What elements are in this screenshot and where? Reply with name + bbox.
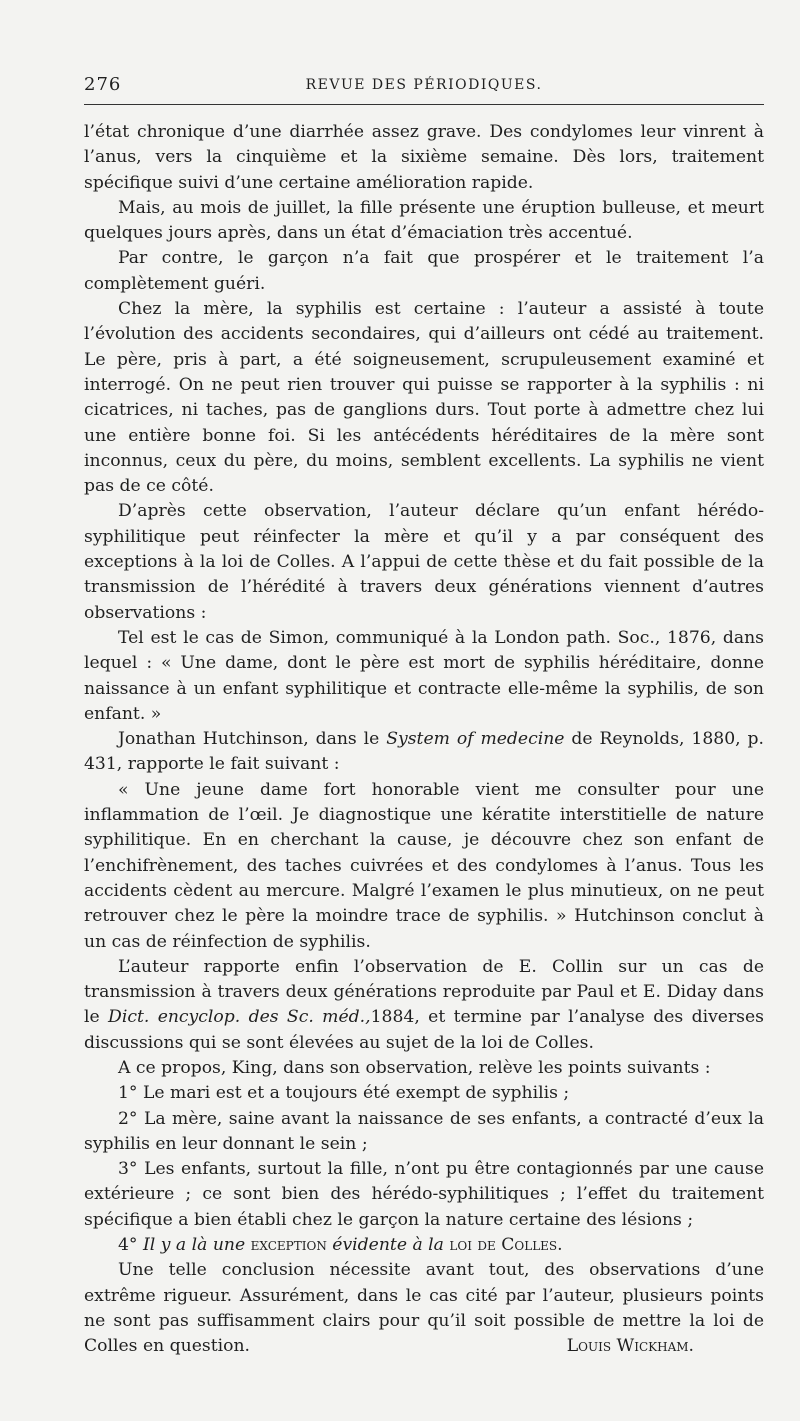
paragraph: A ce propos, King, dans son observation, relève les points suivants : (118, 1057, 711, 1078)
book-title: System of medecine (386, 729, 565, 750)
article-body (84, 120, 764, 1360)
list-item: 2° La mère, saine avant la naissance de ses enfants, a contracté d’eux la syphilis en leur donnant le sein ; (84, 1108, 764, 1154)
paragraph (84, 727, 764, 778)
header-rule (84, 104, 764, 105)
author-signature: Louis Wickham. (566, 1336, 694, 1357)
text-run: exception (250, 1235, 327, 1256)
list-item: 3° Les enfants, surtout la fille, n’ont pu être contagionnés par une cause extérieure ; ce sont bien des hérédo-syphilitiques ; l’effet du traitement spécifique a bien établi chez le garçon la nature certaine des lésions ; (84, 1159, 764, 1230)
text-run: Une telle conclusion nécessite avant tout, des observations d’une extrême rigueur. Assurément, dans le cas cité par l’auteur, plusieurs points ne sont pas suffisamment clairs pour qu’il soit possible de mettre la loi de Colles en question. (84, 1260, 764, 1357)
paragraph (84, 1258, 764, 1359)
text-run: loi de Colles. (449, 1235, 563, 1256)
book-title: Dict. encyclop. des Sc. méd., (108, 1007, 371, 1028)
list-item: 1° Le mari est et a toujours été exempt de syphilis ; (118, 1083, 570, 1104)
page-number: 276 (84, 74, 122, 95)
paragraph: Tel est le cas de Simon, communiqué à la London path. Soc., 1876, dans lequel : « Une dame, dont le père est mort de syphilis héréditaire, donne naissance à un enfant syphilitique et contracte elle-même la syphilis, de son enfant. » (84, 627, 764, 724)
text-run: L’auteur rapporte enfin l’observation de E. Collin sur un cas de transmission à travers deux générations reproduite par Paul et E. Diday dans le (84, 956, 764, 1028)
paragraph: l’état chronique d’une diarrhée assez grave. Des condylomes leur vinrent à l’anus, vers la cinquième et la sixième semaine. Dès lors, traitement spécifique suivi d’une certaine amélioration rapide. (84, 122, 764, 193)
paragraph (84, 955, 764, 1056)
text-run: 1884, et termine par l’analyse des diverses discussions qui se sont élevées au sujet de la loi de Colles. (84, 1007, 764, 1053)
page-header (84, 74, 764, 104)
paragraph: D’après cette observation, l’auteur déclare qu’un enfant hérédo-syphilitique peut réinfecter la mère et qu’il y a par conséquent des exceptions à la loi de Colles. A l’appui de cette thèse et du fait possible de la transmission de l’hérédité à travers deux générations viennent d’autres observations : (84, 501, 764, 623)
paragraph: Mais, au mois de juillet, la fille présente une éruption bulleuse, et meurt quelques jours après, dans un état d’émaciation très accentué. (84, 197, 764, 244)
paragraph: Par contre, le garçon n’a fait que prospérer et le traitement l’a complètement guéri. (84, 248, 764, 294)
paragraph: « Une jeune dame fort honorable vient me consulter pour une inflammation de l’œil. Je diagnostique une kératite interstitielle de nature syphilitique. En en cherchant la cause, je découvre chez son enfant de l’enchifrènement, des taches cuivrées et des condylomes à l’anus. Tous les accidents cèdent au mercure. Malgré l’examen le plus minutieux, on ne peut retrouver chez le père la moindre trace de syphilis. » Hutchinson conclut à un cas de réinfection de syphilis. (84, 779, 764, 952)
text-run: de Reynolds, 1880, p. 431, rapporte le fait suivant : (84, 729, 765, 775)
text-run: Jonathan Hutchinson, dans le (118, 729, 380, 750)
running-title: REVUE DES PÉRIODIQUES. (305, 77, 543, 93)
text-run: Il y a là une (143, 1235, 246, 1256)
list-item (84, 1233, 764, 1258)
text-run: 4° (118, 1235, 138, 1256)
paragraph: Chez la mère, la syphilis est certaine : l’auteur a assisté à toute l’évolution des accidents secondaires, qui d’ailleurs ont cédé au traitement. Le père, pris à part, a été soigneusement, scrupuleusement examiné et interrogé. On ne peut rien trouver qui puisse se rapporter à la syphilis : ni cicatrices, ni taches, pas de ganglions durs. Tout porte à admettre chez lui une entière bonne foi. Si les antécédents héréditaires de la mère sont inconnus, ceux du père, du moins, semblent excellents. La syphilis ne vient pas de ce côté. (84, 299, 764, 497)
text-run: évidente à la (332, 1235, 444, 1256)
